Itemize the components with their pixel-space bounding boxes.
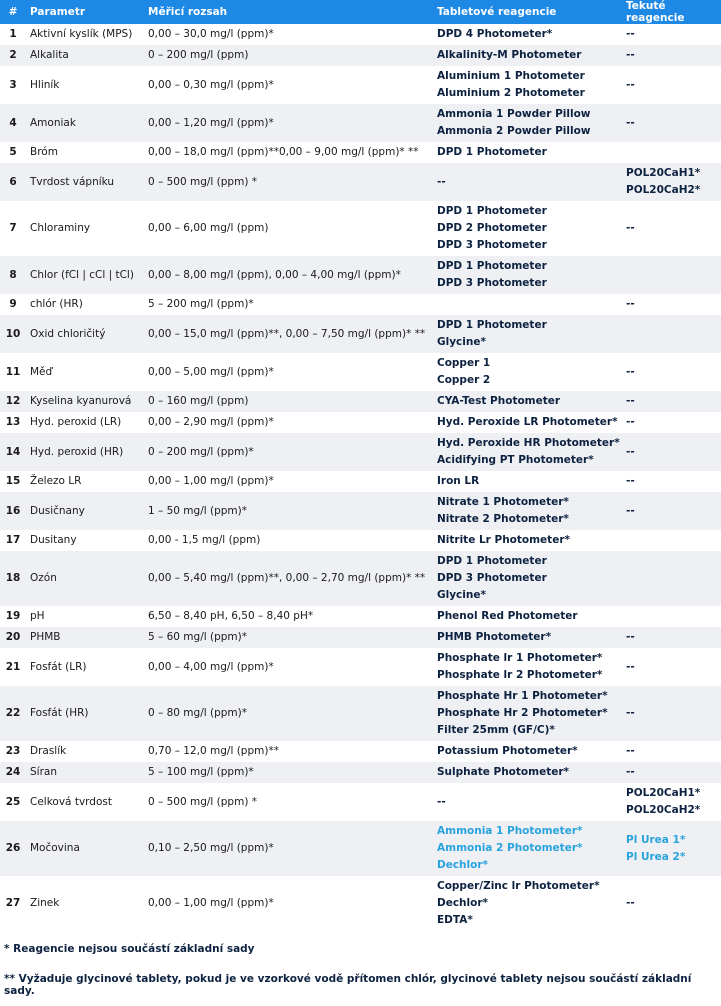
table-row (0, 876, 721, 931)
measuring-range: 0,00 – 5,00 mg/l (ppm)* (148, 365, 274, 378)
header-liquid-reagents: Tekuté reagencie (622, 0, 721, 24)
tablet-reagent-item: Phosphate lr 1 Photometer* (437, 652, 603, 664)
liquid-reagents (622, 686, 721, 741)
tablet-reagents (433, 686, 622, 741)
row-number: 4 (0, 104, 26, 142)
measuring-range: 6,50 – 8,40 pH, 6,50 – 8,40 pH* (148, 610, 314, 622)
parameter-name: Oxid chloričitý (26, 315, 144, 353)
liquid-reagent-item: Pl Urea 1* (626, 833, 686, 846)
tablet-reagent-item: Ammonia 2 Photometer* (437, 842, 583, 854)
liquid-reagents (622, 530, 721, 551)
tablet-reagents (433, 391, 622, 412)
tablet-reagents (433, 783, 622, 821)
liquid-reagent-item: -- (626, 897, 635, 909)
parameter-name: Kyselina kyanurová (26, 391, 144, 412)
row-number: 16 (0, 492, 26, 530)
liquid-reagent-item: -- (626, 28, 635, 40)
parameter-name: Celková tvrdost (30, 795, 112, 808)
tablet-reagent-item: Phosphate Hr 2 Photometer* (437, 707, 608, 719)
tablet-reagent-item: CYA-Test Photometer (437, 395, 561, 407)
tablet-reagent-item: Hyd. Peroxide LR Photometer* (437, 416, 618, 428)
tablet-reagent-item: Copper 2 (437, 374, 491, 386)
liquid-reagents (622, 627, 721, 648)
table-header (0, 0, 721, 24)
measuring-range: 0,00 – 5,40 mg/l (ppm)**, 0,00 – 2,70 mg/l (ppm)* ** (144, 551, 433, 606)
tablet-reagent-item: PHMB Photometer* (437, 631, 552, 643)
row-number: 3 (9, 78, 17, 91)
tablet-reagent-item: Ammonia 1 Photometer* (437, 825, 583, 837)
table-body (0, 24, 721, 931)
parameter-name: Chlor (fCl | cCl | tCl) (26, 256, 144, 294)
measuring-range: 0,00 – 1,20 mg/l (ppm)* (144, 104, 433, 142)
tablet-reagent-item: DPD 1 Photometer (437, 146, 547, 158)
measuring-range: 0,70 – 12,0 mg/l (ppm)** (148, 745, 279, 757)
measuring-range: 0 – 160 mg/l (ppm) (144, 391, 433, 412)
parameter-name: Dusičnany (26, 492, 144, 530)
liquid-reagent-item: POL20CaH2* (626, 804, 701, 816)
table-row (0, 294, 721, 315)
liquid-reagents (622, 104, 721, 142)
tablet-reagent-item: DPD 1 Photometer (437, 319, 547, 331)
row-number: 12 (0, 391, 26, 412)
row-number: 10 (0, 315, 26, 353)
measuring-range: 0 – 200 mg/l (ppm)* (144, 433, 433, 471)
measuring-range: 0,00 – 1,00 mg/l (ppm)* (148, 475, 274, 487)
header-row (0, 0, 721, 24)
tablet-reagent-item: Glycine* (437, 589, 486, 601)
liquid-reagent-item: -- (626, 660, 635, 673)
tablet-reagent-item: DPD 1 Photometer (437, 205, 547, 217)
table-row (0, 492, 721, 530)
table-row (0, 256, 721, 294)
tablet-reagent-item: DPD 2 Photometer (437, 222, 547, 234)
table-row (0, 821, 721, 876)
liquid-reagents (622, 433, 721, 471)
row-number: 19 (5, 610, 21, 622)
row-number: 21 (5, 660, 21, 673)
parameter-name: Železo LR (30, 475, 82, 487)
tablet-reagents (433, 627, 622, 648)
row-number: 18 (0, 551, 26, 606)
measuring-range: 0,00 – 2,90 mg/l (ppm)* (148, 416, 274, 428)
table-row (0, 142, 721, 163)
liquid-reagent-item: Pl Urea 2* (626, 850, 686, 863)
header-range: Měřicí rozsah (144, 0, 433, 24)
table-row (0, 45, 721, 66)
measuring-range: 0 – 500 mg/l (ppm) * (148, 795, 258, 808)
tablet-reagents (433, 433, 622, 471)
parameter-name: PHMB (26, 627, 144, 648)
parameter-name: Síran (26, 762, 144, 783)
liquid-reagents (622, 66, 721, 104)
table-row (0, 551, 721, 606)
table-row (0, 433, 721, 471)
table-row (0, 606, 721, 627)
row-number: 11 (5, 365, 21, 378)
table-row (0, 353, 721, 391)
measuring-range: 5 – 100 mg/l (ppm)* (144, 762, 433, 783)
row-number: 22 (0, 686, 26, 741)
table-row (0, 648, 721, 686)
row-number: 14 (0, 433, 26, 471)
tablet-reagent-item: Acidifying PT Photometer* (437, 454, 594, 466)
table-row (0, 315, 721, 353)
tablet-reagents (433, 24, 622, 45)
tablet-reagent-item: -- (437, 175, 446, 188)
table-row (0, 686, 721, 741)
measuring-range: 0,00 - 1,5 mg/l (ppm) (148, 534, 261, 546)
liquid-reagents (622, 391, 721, 412)
measuring-range: 5 – 200 mg/l (ppm)* (148, 298, 254, 310)
measuring-range: 0,00 – 4,00 mg/l (ppm)* (148, 660, 274, 673)
parameter-name: Měď (30, 365, 53, 378)
tablet-reagent-item: -- (437, 795, 446, 808)
measuring-range: 1 – 50 mg/l (ppm)* (144, 492, 433, 530)
liquid-reagent-item: -- (626, 298, 635, 310)
tablet-reagents (433, 762, 622, 783)
tablet-reagents (433, 256, 622, 294)
tablet-reagent-item: Phosphate lr 2 Photometer* (437, 669, 603, 681)
tablet-reagent-item: Copper 1 (437, 357, 491, 369)
liquid-reagents (622, 315, 721, 353)
parameter-name: Zinek (30, 897, 60, 909)
tablet-reagents (433, 66, 622, 104)
liquid-reagents (622, 551, 721, 606)
table-row (0, 530, 721, 551)
parameter-name: Fosfát (HR) (26, 686, 144, 741)
row-number: 17 (5, 534, 21, 546)
liquid-reagents (622, 294, 721, 315)
table-row (0, 412, 721, 433)
table-row (0, 24, 721, 45)
table-row (0, 627, 721, 648)
parameter-name: Aktivní kyslík (MPS) (30, 28, 133, 40)
measuring-range: 0,00 – 18,0 mg/l (ppm)**0,00 – 9,00 mg/l (ppm)* ** (148, 146, 419, 158)
tablet-reagents (433, 821, 622, 876)
liquid-reagent-item: POL20CaH1* (626, 167, 701, 179)
tablet-reagents (433, 471, 622, 492)
liquid-reagent-item: POL20CaH1* (626, 787, 701, 799)
tablet-reagent-item: Phenol Red Photometer (437, 610, 578, 622)
tablet-reagents (433, 45, 622, 66)
tablet-reagent-item: Phosphate Hr 1 Photometer* (437, 690, 608, 702)
liquid-reagents (622, 142, 721, 163)
table-row (0, 163, 721, 201)
tablet-reagents (433, 163, 622, 201)
tablet-reagent-item: Iron LR (437, 475, 480, 487)
tablet-reagents (433, 876, 622, 931)
liquid-reagents (622, 471, 721, 492)
tablet-reagent-item: Copper/Zinc lr Photometer* (437, 880, 600, 892)
liquid-reagents (622, 24, 721, 45)
row-number: 1 (9, 28, 17, 40)
tablet-reagents (433, 606, 622, 627)
parameter-name: Fosfát (LR) (30, 660, 87, 673)
row-number: 6 (0, 163, 26, 201)
header-parameter: Parametr (26, 0, 144, 24)
parameter-name: Močovina (26, 821, 144, 876)
parameter-name: Hliník (30, 78, 60, 91)
parameter-name: pH (30, 610, 45, 622)
tablet-reagents (433, 551, 622, 606)
tablet-reagent-item: DPD 3 Photometer (437, 239, 547, 251)
tablet-reagent-item: Hyd. Peroxide HR Photometer* (437, 437, 620, 449)
table-row (0, 783, 721, 821)
tablet-reagent-item: Nitrate 2 Photometer* (437, 513, 569, 525)
measuring-range: 0,00 – 8,00 mg/l (ppm), 0,00 – 4,00 mg/l (ppm)* (144, 256, 433, 294)
tablet-reagent-item: Ammonia 2 Powder Pillow (437, 125, 591, 137)
liquid-reagents (622, 648, 721, 686)
liquid-reagents (622, 201, 721, 256)
header-tablet-reagents: Tabletové reagencie (433, 0, 622, 24)
measuring-range: 0,00 – 1,00 mg/l (ppm)* (148, 897, 274, 909)
parameter-name: Draslík (30, 745, 67, 757)
liquid-reagent-item: -- (626, 631, 635, 643)
parameter-name: Hyd. peroxid (HR) (26, 433, 144, 471)
footnote-reagents-not-included: * Reagencie nejsou součástí základní sady (4, 943, 255, 955)
parameter-name: Chloraminy (30, 222, 91, 234)
row-number: 13 (5, 416, 21, 428)
liquid-reagent-item: -- (626, 222, 635, 234)
measuring-range: 0,00 – 0,30 mg/l (ppm)* (148, 78, 274, 91)
row-number: 25 (5, 795, 21, 808)
liquid-reagents (622, 492, 721, 530)
parameter-name: Amoniak (26, 104, 144, 142)
liquid-reagents (622, 876, 721, 931)
table-row (0, 104, 721, 142)
tablet-reagents (433, 530, 622, 551)
tablet-reagents (433, 353, 622, 391)
liquid-reagents (622, 353, 721, 391)
measuring-range: 0 – 80 mg/l (ppm)* (144, 686, 433, 741)
parameter-name: Hyd. peroxid (LR) (30, 416, 122, 428)
tablet-reagent-item: Aluminium 1 Photometer (437, 70, 585, 82)
tablet-reagent-item: DPD 1 Photometer (437, 555, 547, 567)
tablet-reagent-item: Ammonia 1 Powder Pillow (437, 108, 591, 120)
tablet-reagent-item: Dechlor* (437, 859, 489, 871)
liquid-reagent-item: POL20CaH2* (626, 184, 701, 196)
liquid-reagent-item: -- (626, 445, 635, 458)
liquid-reagents (622, 762, 721, 783)
tablet-reagent-item: Dechlor* (437, 897, 489, 909)
parameter-name: Dusitany (30, 534, 77, 546)
liquid-reagent-item: -- (626, 766, 635, 778)
liquid-reagents (622, 821, 721, 876)
tablet-reagent-item: Aluminium 2 Photometer (437, 87, 585, 99)
liquid-reagents (622, 741, 721, 762)
tablet-reagents (433, 142, 622, 163)
liquid-reagent-item: -- (626, 395, 635, 407)
row-number: 24 (0, 762, 26, 783)
tablet-reagent-item: DPD 3 Photometer (437, 277, 547, 289)
tablet-reagent-item: EDTA* (437, 914, 473, 926)
table-row (0, 741, 721, 762)
table-row (0, 391, 721, 412)
tablet-reagent-item: Glycine* (437, 336, 486, 348)
tablet-reagent-item: Nitrite Lr Photometer* (437, 534, 570, 546)
liquid-reagent-item: -- (626, 745, 635, 757)
measuring-range: 0,10 – 2,50 mg/l (ppm)* (144, 821, 433, 876)
tablet-reagent-item: Sulphate Photometer* (437, 766, 569, 778)
measuring-range: 0,00 – 6,00 mg/l (ppm) (148, 222, 269, 234)
parameter-name: Alkalita (26, 45, 144, 66)
liquid-reagents (622, 256, 721, 294)
table-row (0, 201, 721, 256)
tablet-reagent-item: DPD 1 Photometer (437, 260, 547, 272)
liquid-reagent-item: -- (626, 78, 635, 91)
tablet-reagent-item: Potassium Photometer* (437, 745, 578, 757)
row-number: 15 (5, 475, 21, 487)
liquid-reagent-item: -- (626, 416, 635, 428)
tablet-reagent-item: Nitrate 1 Photometer* (437, 496, 569, 508)
liquid-reagent-item: -- (626, 116, 635, 129)
measuring-range: 5 – 60 mg/l (ppm)* (144, 627, 433, 648)
tablet-reagents (433, 741, 622, 762)
tablet-reagents (433, 492, 622, 530)
row-number: 9 (9, 298, 17, 310)
row-number: 26 (0, 821, 26, 876)
row-number: 23 (5, 745, 21, 757)
tablet-reagents (433, 412, 622, 433)
row-number: 20 (0, 627, 26, 648)
table-row (0, 471, 721, 492)
liquid-reagent-item: -- (626, 49, 635, 61)
liquid-reagent-item: -- (626, 707, 635, 719)
liquid-reagent-item: -- (626, 475, 635, 487)
tablet-reagent-item: Filter 25mm (GF/C)* (437, 724, 555, 736)
parameter-name: Ozón (26, 551, 144, 606)
parameter-name: chlór (HR) (30, 298, 83, 310)
tablet-reagent-item: Alkalinity-M Photometer (437, 49, 582, 61)
row-number: 27 (5, 897, 21, 909)
tablet-reagents (433, 104, 622, 142)
liquid-reagents (622, 45, 721, 66)
liquid-reagents (622, 412, 721, 433)
tablet-reagents (433, 315, 622, 353)
liquid-reagent-item: -- (626, 504, 635, 517)
parameter-name: Bróm (30, 146, 58, 158)
header-number: # (0, 0, 26, 24)
tablet-reagents (433, 201, 622, 256)
tablet-reagents (433, 648, 622, 686)
row-number: 8 (0, 256, 26, 294)
row-number: 2 (0, 45, 26, 66)
tablet-reagent-item: DPD 4 Photometer* (437, 28, 553, 40)
measuring-range: 0,00 – 30,0 mg/l (ppm)* (148, 28, 274, 40)
liquid-reagents (622, 783, 721, 821)
measuring-range: 0 – 500 mg/l (ppm) * (144, 163, 433, 201)
table-row (0, 762, 721, 783)
liquid-reagent-item: -- (626, 365, 635, 378)
row-number: 7 (9, 222, 17, 234)
liquid-reagents (622, 606, 721, 627)
table-row (0, 66, 721, 104)
row-number: 5 (9, 146, 17, 158)
parameter-name: Tvrdost vápníku (26, 163, 144, 201)
liquid-reagents (622, 163, 721, 201)
measuring-range: 0 – 200 mg/l (ppm) (144, 45, 433, 66)
measuring-range: 0,00 – 15,0 mg/l (ppm)**, 0,00 – 7,50 mg/l (ppm)* ** (144, 315, 433, 353)
tablet-reagent-item: DPD 3 Photometer (437, 572, 547, 584)
tablet-reagents (433, 294, 622, 315)
footnote-glycine-required: ** Vyžaduje glycinové tablety, pokud je ve vzorkové vodě přítomen chlór, glycinové tablety nejsou součástí základní sady. (4, 973, 692, 997)
